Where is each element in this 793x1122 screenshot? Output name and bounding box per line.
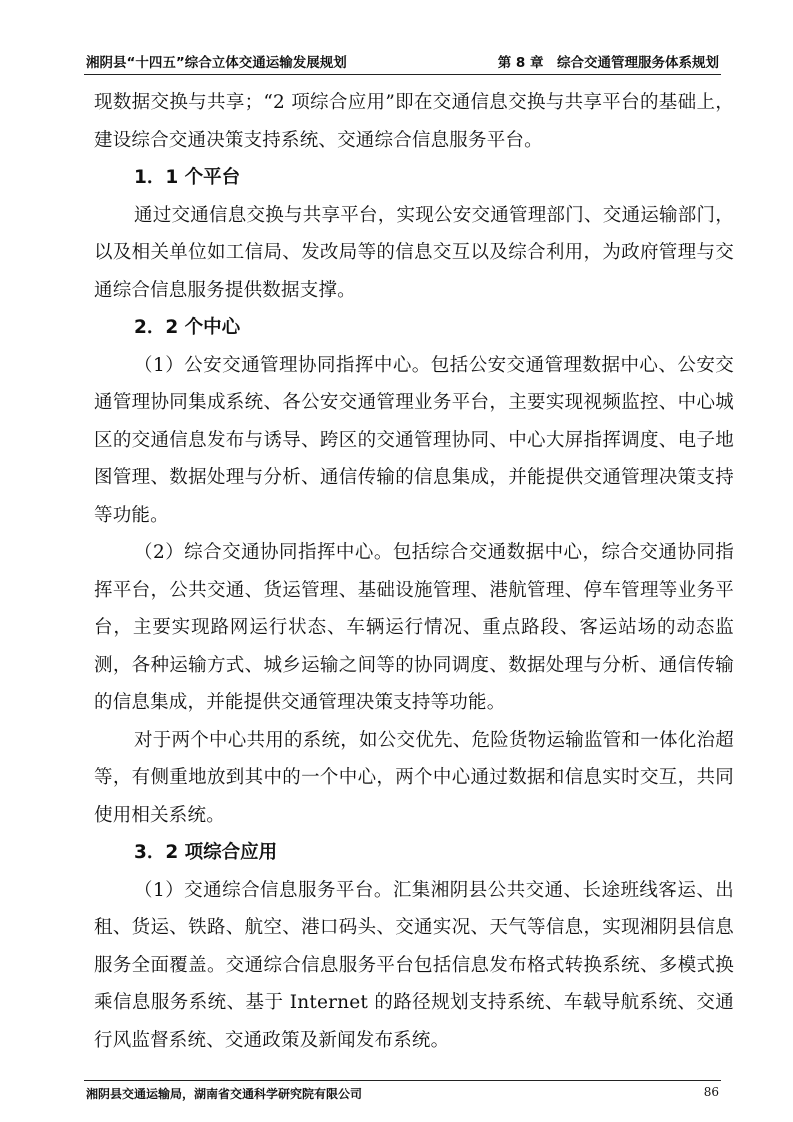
section-heading-platform: 1．1 个平台 xyxy=(134,167,241,188)
police-center-paragraph: （1）公安交通管理协同指挥中心。包括公安交通管理数据中心、公安交通管理协同集成系统、各公安交通管理业务平台，主要实现视频监控、中心城区的交通信息发布与诱导、跨区的交通管理协同、中心大屏指挥调度、电子地图管理、数据处理与分析、通信传输的信息集成，并能提供交通管理决策支持等功能。 xyxy=(94,354,734,526)
section-heading-applications: 3．2 项综合应用 xyxy=(134,842,278,863)
info-service-paragraph: （1）交通综合信息服务平台。汇集湘阴县公共交通、长途班线客运、出租、货运、铁路、航空、港口码头、交通实况、天气等信息，实现湘阴县信息服务全面覆盖。交通综合信息服务平台包括信息发布格式转换系统、多模式换乘信息服务系统、基于 Internet 的路径规划支持系统、车载导航系统、交通行风监督系统、交通政策及新闻发布系统。 xyxy=(94,879,734,1051)
page-footer xyxy=(84,1080,721,1101)
header-document-title: 湘阴县“十四五”综合立体交通运输发展规划 xyxy=(86,55,347,71)
section-heading-centers: 2．2 个中心 xyxy=(134,317,241,338)
page-number: 86 xyxy=(703,1085,719,1099)
footer-organizations: 湘阴县交通运输局，湖南省交通科学研究院有限公司 xyxy=(86,1087,363,1101)
intro-paragraph: 现数据交换与共享；“2 项综合应用”即在交通信息交换与共享平台的基础上，建设综合交通决策支持系统、交通综合信息服务平台。 xyxy=(94,92,734,151)
shared-systems-paragraph: 对于两个中心共用的系统，如公交优先、危险货物运输监管和一体化治超等，有侧重地放到其中的一个中心，两个中心通过数据和信息实时交互，共同使用相关系统。 xyxy=(94,729,734,826)
page-header xyxy=(84,46,721,75)
transport-center-paragraph: （2）综合交通协同指挥中心。包括综合交通数据中心，综合交通协同指挥平台，公共交通、货运管理、基础设施管理、港航管理、停车管理等业务平台，主要实现路网运行状态、车辆运行情况、重点路段、客运站场的动态监测，各种运输方式、城乡运输之间等的协同调度、数据处理与分析、通信传输的信息集成，并能提供交通管理决策支持等功能。 xyxy=(94,542,734,713)
document-body xyxy=(94,84,734,1059)
header-chapter-title: 第 8 章 综合交通管理服务体系规划 xyxy=(497,55,719,71)
platform-paragraph: 通过交通信息交换与共享平台，实现公安交通管理部门、交通运输部门，以及相关单位如工信局、发改局等的信息交互以及综合利用，为政府管理与交通综合信息服务提供数据支撑。 xyxy=(94,204,734,301)
